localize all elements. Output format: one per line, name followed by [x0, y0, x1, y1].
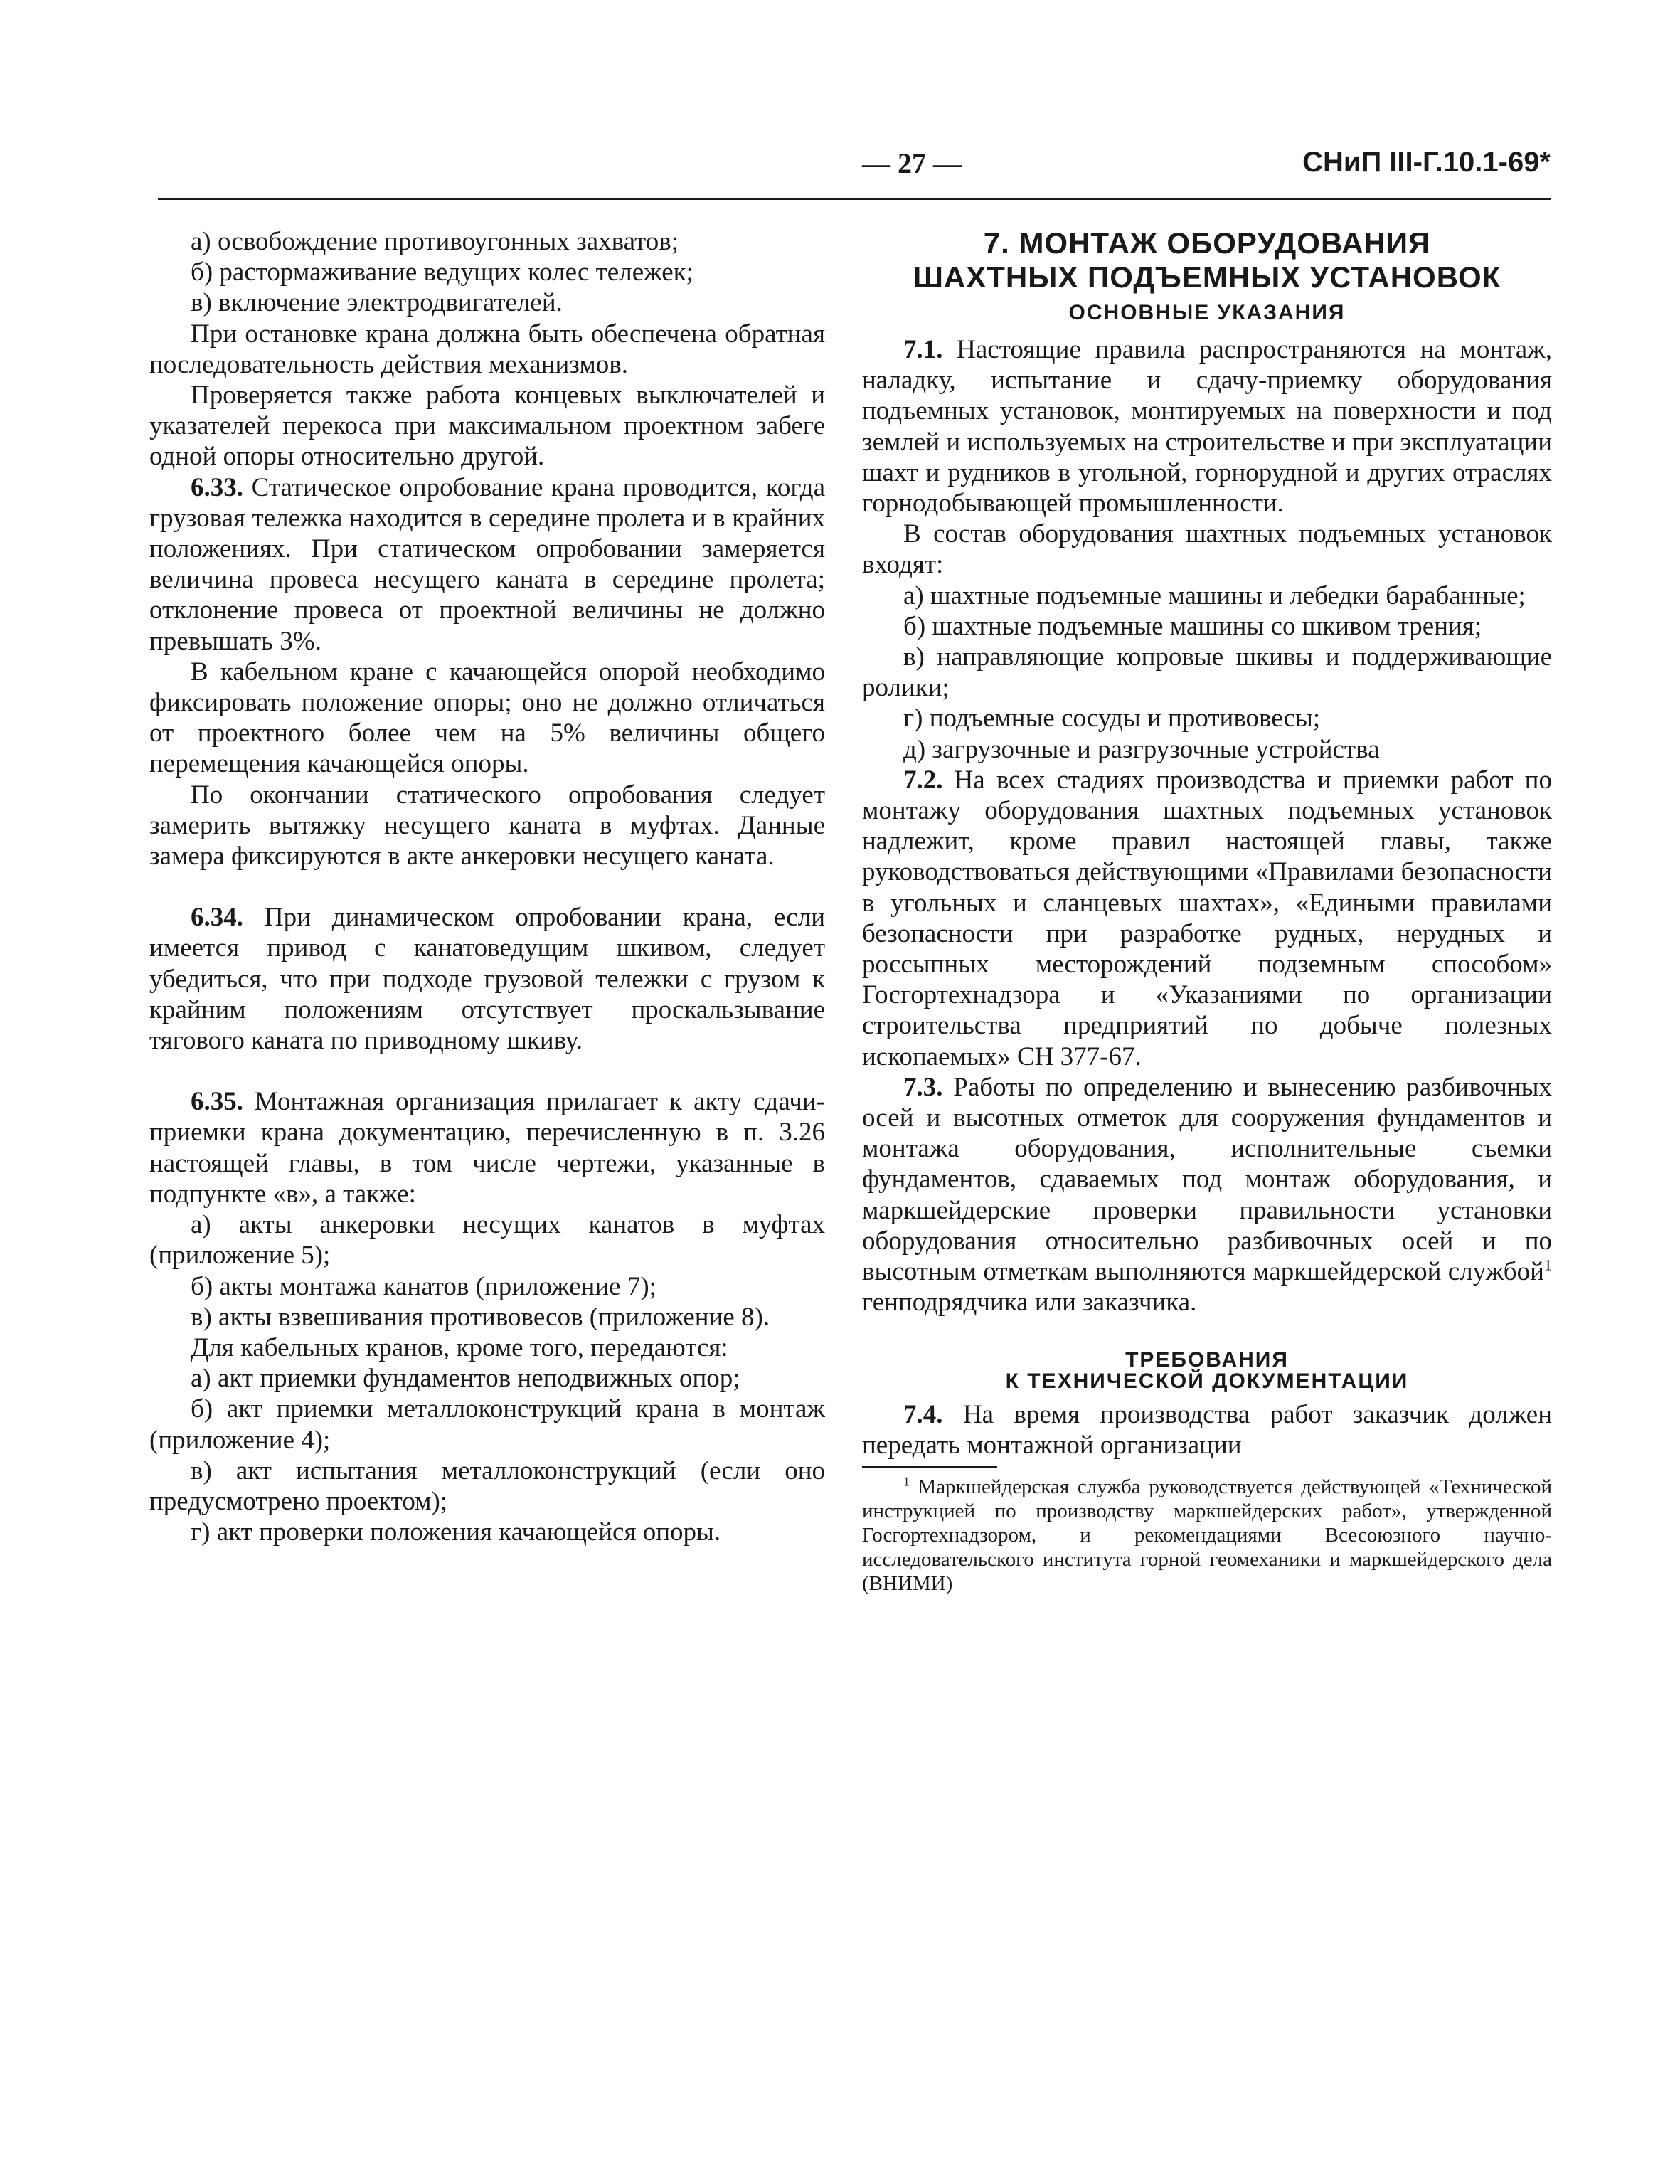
paragraph: Проверяется также работа концевых выключателей и указателей перекоса при максимальном проектном забеге одной опоры относительно другой.	[149, 381, 825, 472]
section-text: Статическое опробование крана проводится, когда грузовая тележка находится в середине пролета и в крайних положениях. При статическом опробовании замеряется величина провеса несущего каната в середине пролета; отклонение провеса от проектной величины не должно превышать 3%.	[149, 472, 825, 656]
list-item: г) подъемные сосуды и противовесы;	[903, 704, 1321, 733]
left-column	[149, 226, 825, 1547]
section-number: 7.3.	[903, 1072, 943, 1102]
list-item: в) акт испытания металлоконструкций (если оно предусмотрено проектом);	[149, 1456, 825, 1516]
list-item: а) освобождение противоугонных захватов;	[191, 227, 679, 256]
section-number: 6.35.	[191, 1087, 243, 1117]
chapter-title	[862, 226, 1552, 295]
list-item: а) акты анкеровки несущих канатов в муфтах (приложение 5);	[149, 1210, 825, 1271]
section-heading-line: ТРЕБОВАНИЯ	[1125, 1347, 1289, 1372]
list-item: б) акты монтажа канатов (приложение 7);	[191, 1271, 656, 1301]
section-text: При динамическом опробовании крана, если имеется привод с канатоведущим шкивом, следует убедиться, что при подходе грузовой тележки с грузом к крайним положениям отсутствует проскальзывание тягового каната по приводному шкиву.	[149, 903, 825, 1056]
section-number: 7.4.	[903, 1399, 943, 1429]
list-item: д) загрузочные и разгрузочные устройства	[903, 734, 1380, 764]
section-text: Настоящие правила распространяются на монтаж, наладку, испытание и сдачу-приемку оборудования подъемных установок, монтируемых на поверхности и под землей и используемых на строительстве и при эксплуатации шахт и рудников в угольной, горнорудной и других отраслях горнодобывающей промышленности.	[862, 335, 1552, 519]
chapter-title-line: 7. МОНТАЖ ОБОРУДОВАНИЯ	[983, 226, 1431, 260]
paragraph: По окончании статического опробования следует замерить вытяжку несущего каната в муфтах. Данные замера фиксируются в акте анкеровки несущего каната.	[149, 780, 825, 871]
section-text: Монтажная организация прилагает к акту сдачи-приемки крана документацию, перечисленную в п. 3.26 настоящей главы, в том числе чертежи, указанные в подпункте «в», а также:	[149, 1087, 825, 1209]
list-item: г) акт проверки положения качающейся опоры.	[191, 1517, 721, 1547]
page-number: — 27 —	[862, 147, 962, 179]
footnote-marker: 1	[903, 1474, 910, 1489]
section-6-34	[149, 902, 825, 1056]
list-item: б) шахтные подъемные машины со шкивом трения;	[903, 611, 1482, 641]
section-text: На время производства работ заказчик должен передать монтажной организации	[862, 1399, 1552, 1460]
right-column	[862, 226, 1552, 1596]
section-text: Работы по определению и вынесению разбивочных осей и высотных отметок для сооружения фундаментов и монтажа оборудования, исполнительные съемки фундаментов, сдаваемых под монтаж оборудования, и маркшейдерские проверки правильности установки оборудования относительно разбивочных осей и по высотным отметкам выполняются маркшейдерской службой	[862, 1072, 1552, 1287]
header-rule	[158, 198, 1551, 200]
section-number: 7.2.	[903, 765, 943, 795]
footnote-rule	[862, 1466, 997, 1468]
section-heading	[862, 1347, 1552, 1393]
list-item: в) акты взвешивания противовесов (приложение 8).	[191, 1302, 770, 1332]
section-7-4	[862, 1399, 1552, 1461]
paragraph: В состав оборудования шахтных подъемных установок входят:	[862, 519, 1552, 580]
section-6-35	[149, 1086, 825, 1209]
section-heading-line: К ТЕХНИЧЕСКОЙ ДОКУМЕНТАЦИИ	[1005, 1369, 1409, 1393]
chapter-title-line: ШАХТНЫХ ПОДЪЕМНЫХ УСТАНОВОК	[913, 260, 1501, 294]
section-7-2	[862, 765, 1552, 1072]
page-header	[158, 147, 1551, 189]
footnote	[862, 1475, 1552, 1596]
list-item: в) направляющие копровые шкивы и поддерживающие ролики;	[862, 642, 1552, 703]
section-text: На всех стадиях производства и приемки работ по монтажу оборудования шахтных подъемных установок надлежит, кроме правил настоящей главы, также руководствоваться действующими «Правилами безопасности в угольных и сланцевых шахтах», «Едиными правилами безопасности при разработке рудных, нерудных и россыпных месторождений подземным способом» Госгортехнадзора и «Указаниями по организации строительства предприятий по добыче полезных ископаемых» СН 377-67.	[862, 765, 1552, 1071]
section-heading: ОСНОВНЫЕ УКАЗАНИЯ	[1068, 301, 1346, 324]
section-text: генподрядчика или заказчика.	[862, 1288, 1197, 1318]
section-6-33	[149, 472, 825, 657]
footnote-text: Маркшейдерская служба руководствуется действующей «Технической инструкцией по производству маркшейдерских работ», утвержденной Госгортехнадзором, и рекомендациями Всесоюзного научно-исследовательского института горной геомеханики и маркшейдерского дела (ВНИМИ)	[862, 1475, 1552, 1595]
list-item: а) шахтные подъемные машины и лебедки барабанные;	[903, 581, 1526, 610]
list-item: в) включение электродвигателей.	[191, 288, 563, 318]
section-7-3	[862, 1072, 1552, 1318]
section-number: 7.1.	[903, 335, 943, 364]
paragraph: В кабельном кране с качающейся опорой необходимо фиксировать положение опоры; оно не должно отличаться от проектного более чем на 5% величины общего перемещения качающейся опоры.	[149, 657, 825, 779]
footnote-marker: 1	[1543, 1256, 1552, 1274]
list-item: а) акт приемки фундаментов неподвижных опор;	[191, 1364, 740, 1394]
paragraph: При остановке крана должна быть обеспечена обратная последовательность действия механизмов.	[149, 319, 825, 379]
section-number: 6.33.	[191, 472, 243, 502]
paragraph: Для кабельных кранов, кроме того, передаются:	[191, 1332, 728, 1362]
section-number: 6.34.	[191, 903, 243, 933]
list-item: б) растормаживание ведущих колес тележек;	[191, 258, 693, 287]
document-code: СНиП III-Г.10.1-69*	[1302, 147, 1551, 178]
list-item: б) акт приемки металлоконструкций крана в монтаж (приложение 4);	[149, 1394, 825, 1455]
section-7-1	[862, 334, 1552, 519]
